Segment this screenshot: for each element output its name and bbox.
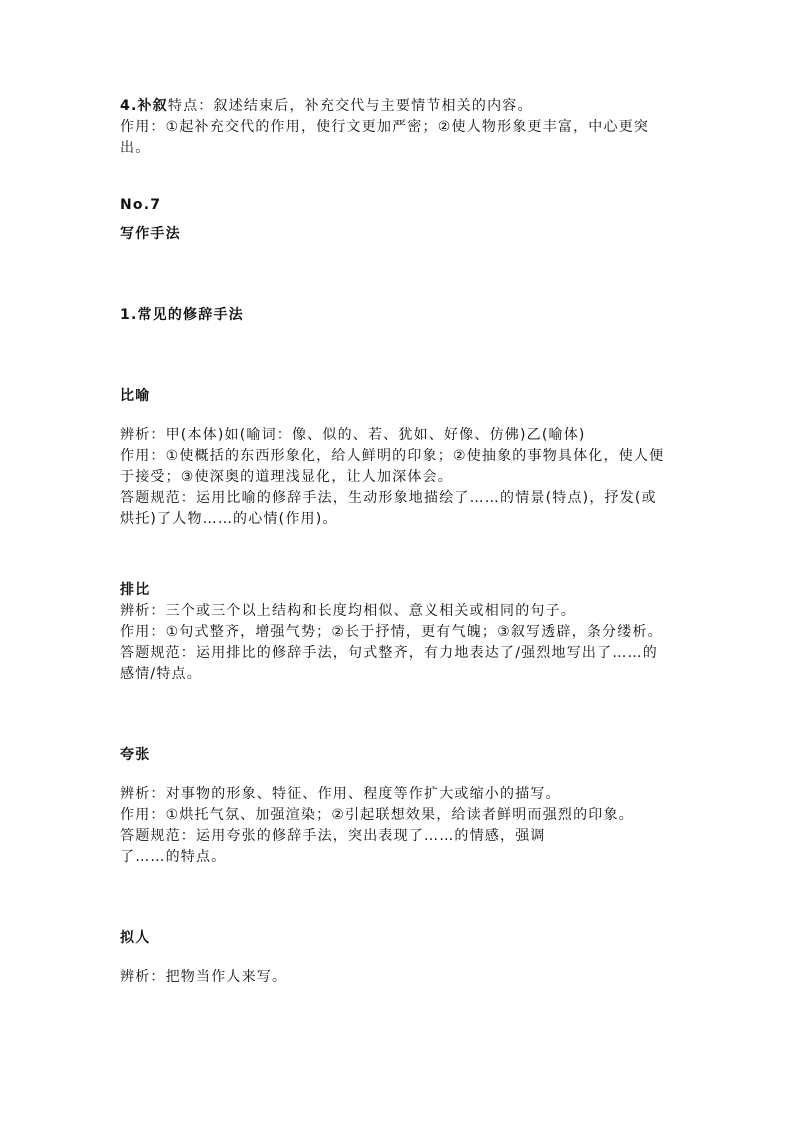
section-4-label: 4.补叙	[120, 98, 168, 114]
chapter-number: No.7	[120, 197, 162, 213]
niren-title: 拟人	[120, 930, 151, 946]
kuazhang-title: 夸张	[120, 747, 151, 763]
kuazhang-answer-2: 了……的特点。	[120, 849, 227, 865]
paibi-analysis: 辨析：三个或三个以上结构和长度均相似、意义相关或相同的句子。	[120, 603, 576, 619]
biyu-answer: 答题规范：运用比喻的修辞手法，生动形象地描绘了……的情景(特点)，抒发(或烘托)了人物……的心情(作用)。	[120, 490, 657, 527]
biyu-effect: 作用：①使概括的东西形象化，给人鲜明的印象；②使抽象的事物具体化，使人便于接受；③使深奥的道理浅显化，让人加深体会。	[120, 448, 665, 485]
document-page	[120, 96, 670, 988]
section-4-effect: 作用：①起补充交代的作用，使行文更加严密；②使人物形象更丰富，中心更突出。	[120, 119, 650, 156]
paibi-answer: 答题规范：运用排比的修辞手法，句式整齐，有力地表达了/强烈地写出了……的感情/特点。	[120, 645, 658, 682]
niren-analysis: 辨析：把物当作人来写。	[120, 969, 288, 985]
kuazhang-effect: 作用：①烘托气氛、加强渲染；②引起联想效果，给读者鲜明而强烈的印象。	[120, 807, 634, 823]
chapter-title: 写作手法	[120, 226, 181, 242]
section-4-heading	[120, 96, 670, 117]
biyu-analysis: 辨析：甲(本体)如(喻词：像、似的、若、犹如、好像、仿佛)乙(喻体)	[120, 427, 586, 443]
kuazhang-answer-1: 答题规范：运用夸张的修辞手法，突出表现了……的情感，强调	[120, 828, 546, 844]
kuazhang-analysis: 辨析：对事物的形象、特征、作用、程度等作扩大或缩小的描写。	[120, 786, 561, 802]
paibi-effect: 作用：①句式整齐，增强气势；②长于抒情，更有气魄；③叙写透辟，条分缕析。	[120, 624, 663, 640]
subsection-title: 1.常见的修辞手法	[120, 307, 244, 323]
paibi-title: 排比	[120, 582, 151, 598]
section-4-description: 特点：叙述结束后，补充交代与主要情节相关的内容。	[167, 98, 533, 114]
biyu-title: 比喻	[120, 388, 151, 404]
